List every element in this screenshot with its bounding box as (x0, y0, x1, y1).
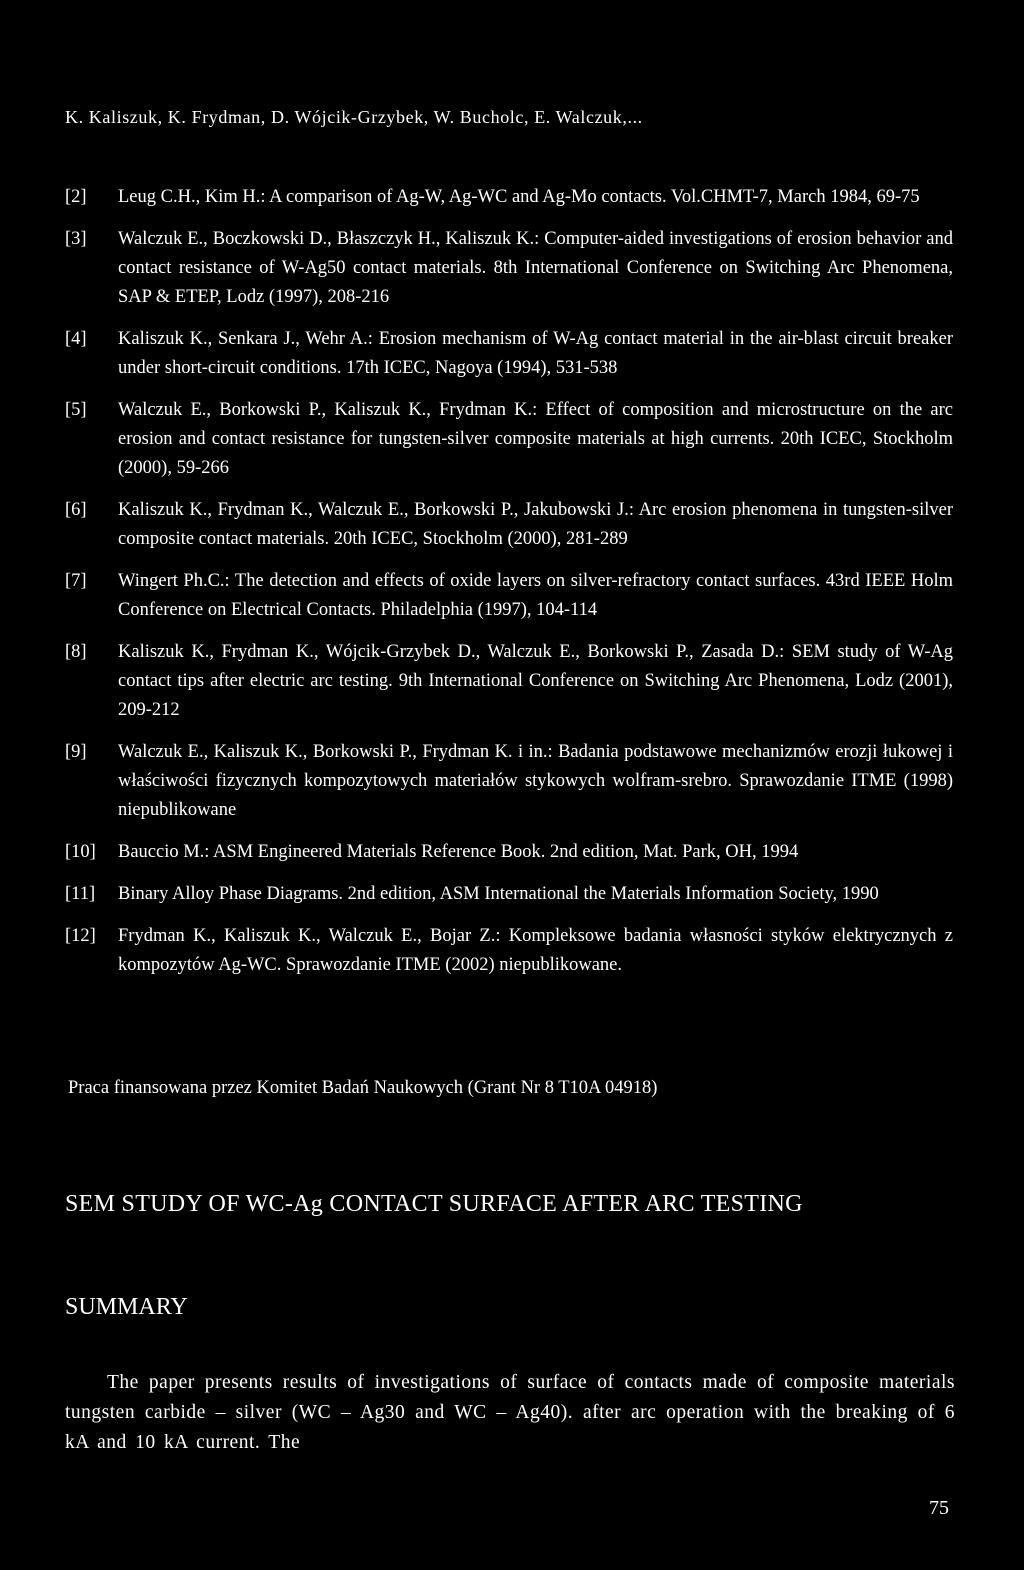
reference-item (65, 225, 953, 312)
reference-number: [5] (65, 400, 87, 420)
reference-text: Kaliszuk K., Senkara J., Wehr A.: Erosion mechanism of W-Ag contact material in the air-blast circuit breaker under short-circuit conditions. 17th ICEC, Nagoya (1994), 531-538 (118, 329, 953, 378)
reference-item (65, 325, 953, 383)
reference-number: [12] (65, 926, 96, 946)
reference-number: [10] (65, 842, 96, 862)
reference-number: [8] (65, 642, 87, 662)
reference-text: Bauccio M.: ASM Engineered Materials Reference Book. 2nd edition, Mat. Park, OH, 1994 (118, 842, 799, 862)
reference-text: Frydman K., Kaliszuk K., Walczuk E., Bojar Z.: Kompleksowe badania własności styków elektrycznych z kompozytów Ag-WC. Sprawozdanie ITME (2002) niepublikowane. (118, 926, 953, 975)
reference-text: Leug C.H., Kim H.: A comparison of Ag-W, Ag-WC and Ag-Mo contacts. Vol.CHMT-7, March 1984, 69-75 (118, 187, 920, 207)
reference-list (65, 183, 953, 993)
reference-item (65, 396, 953, 483)
reference-number: [9] (65, 742, 87, 762)
reference-text: Walczuk E., Kaliszuk K., Borkowski P., Frydman K. i in.: Badania podstawowe mechanizmów erozji łukowej i właściwości fizycznych kompozytowych materiałów stykowych wolfram-srebro. Sprawozdanie ITME (1998) niepublikowane (118, 742, 953, 820)
running-header: K. Kaliszuk, K. Frydman, D. Wójcik-Grzybek, W. Bucholc, E. Walczuk,... (65, 107, 643, 127)
reference-text: Kaliszuk K., Frydman K., Walczuk E., Borkowski P., Jakubowski J.: Arc erosion phenomena in tungsten-silver composite contact materials. 20th ICEC, Stockholm (2000), 281-289 (118, 500, 953, 549)
reference-text: Binary Alloy Phase Diagrams. 2nd edition, ASM International the Materials Information Society, 1990 (118, 884, 879, 904)
funding-note: Praca finansowana przez Komitet Badań Naukowych (Grant Nr 8 T10A 04918) (68, 1078, 658, 1098)
page-number: 75 (929, 1497, 949, 1519)
reference-item (65, 496, 953, 554)
reference-number: [3] (65, 229, 87, 249)
reference-number: [7] (65, 571, 87, 591)
reference-number: [6] (65, 500, 87, 520)
reference-item (65, 880, 953, 909)
reference-number: [11] (65, 884, 96, 904)
reference-item (65, 922, 953, 980)
reference-text: Kaliszuk K., Frydman K., Wójcik-Grzybek D., Walczuk E., Borkowski P., Zasada D.: SEM study of W-Ag contact tips after electric arc testing. 9th International Conference on Switching Arc Phenomena, Lodz (2001), 209-212 (118, 642, 953, 720)
reference-item (65, 183, 953, 212)
summary-text: The paper presents results of investigations of surface of contacts made of composite materials tungsten carbide – silver (WC – Ag30 and WC – Ag40). after arc operation with the breaking of 6 kA and 10 kA current. The (65, 1372, 955, 1453)
reference-text: Wingert Ph.C.: The detection and effects of oxide layers on silver-refractory contact surfaces. 43rd IEEE Holm Conference on Electrical Contacts. Philadelphia (1997), 104-114 (118, 571, 953, 620)
english-title: SEM STUDY OF WC-Ag CONTACT SURFACE AFTER ARC TESTING (65, 1191, 803, 1217)
reference-text: Walczuk E., Borkowski P., Kaliszuk K., Frydman K.: Effect of composition and microstructure on the arc erosion and contact resistance for tungsten-silver composite materials at high currents. 20th ICEC, Stockholm (2000), 59-266 (118, 400, 953, 478)
reference-item (65, 638, 953, 725)
summary-heading: SUMMARY (65, 1294, 188, 1320)
reference-item (65, 838, 953, 867)
reference-number: [2] (65, 187, 87, 207)
reference-item (65, 567, 953, 625)
reference-text: Walczuk E., Boczkowski D., Błaszczyk H., Kaliszuk K.: Computer-aided investigations of erosion behavior and contact resistance of W-Ag50 contact materials. 8th International Conference on Switching Arc Phenomena, SAP & ETEP, Lodz (1997), 208-216 (118, 229, 953, 307)
reference-item (65, 738, 953, 825)
reference-number: [4] (65, 329, 87, 349)
